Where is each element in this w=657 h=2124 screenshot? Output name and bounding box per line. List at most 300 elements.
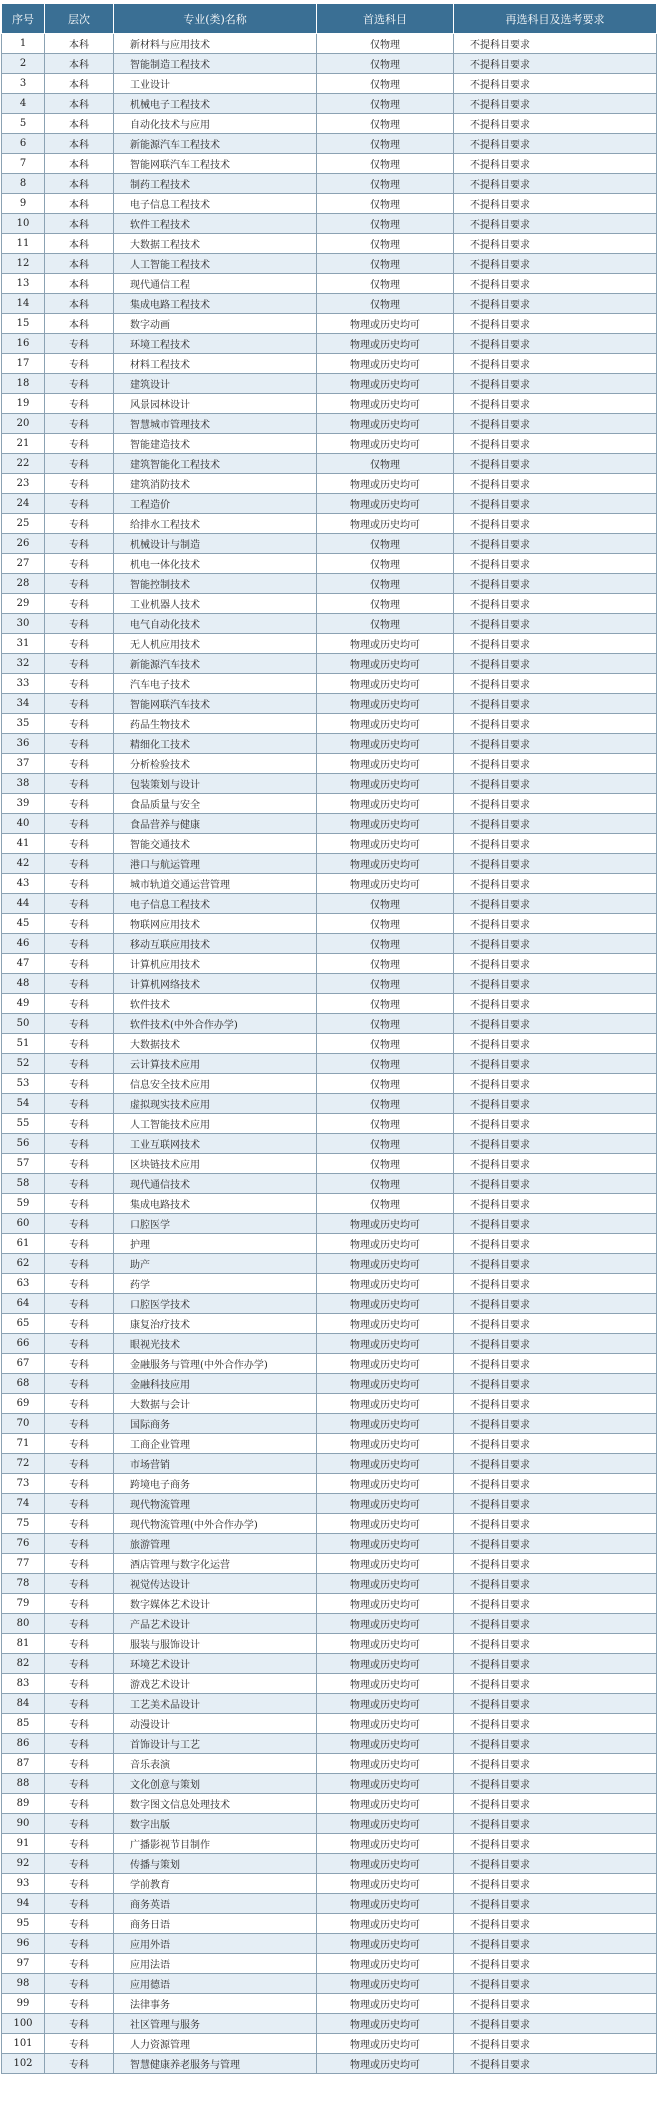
row-index: 3 (2, 74, 45, 94)
row-level: 专科 (45, 494, 114, 514)
row-level: 本科 (45, 74, 114, 94)
row-first-subject: 物理或历史均可 (317, 1434, 454, 1454)
row-level: 专科 (45, 514, 114, 534)
row-index: 81 (2, 1634, 45, 1654)
row-major-name: 工业互联网技术 (114, 1134, 317, 1154)
row-index: 72 (2, 1454, 45, 1474)
row-level: 专科 (45, 354, 114, 374)
row-level: 专科 (45, 1134, 114, 1154)
row-reselect-requirement: 不提科目要求 (454, 854, 657, 874)
row-first-subject: 物理或历史均可 (317, 1874, 454, 1894)
table-row (2, 1994, 657, 2014)
row-first-subject: 仅物理 (317, 1094, 454, 1114)
row-level: 本科 (45, 134, 114, 154)
row-index: 66 (2, 1334, 45, 1354)
row-index: 57 (2, 1154, 45, 1174)
row-reselect-requirement: 不提科目要求 (454, 514, 657, 534)
row-reselect-requirement: 不提科目要求 (454, 634, 657, 654)
row-level: 专科 (45, 1374, 114, 1394)
row-index: 31 (2, 634, 45, 654)
row-reselect-requirement: 不提科目要求 (454, 1954, 657, 1974)
table-row (2, 1914, 657, 1934)
row-index: 62 (2, 1254, 45, 1274)
row-level: 专科 (45, 1894, 114, 1914)
row-major-name: 现代通信技术 (114, 1174, 317, 1194)
row-index: 71 (2, 1434, 45, 1454)
row-level: 专科 (45, 1094, 114, 1114)
row-index: 85 (2, 1714, 45, 1734)
table-row (2, 474, 657, 494)
row-index: 50 (2, 1014, 45, 1034)
row-first-subject: 物理或历史均可 (317, 474, 454, 494)
table-row (2, 354, 657, 374)
table-row (2, 1694, 657, 1714)
row-major-name: 人力资源管理 (114, 2034, 317, 2054)
row-index: 54 (2, 1094, 45, 1114)
row-first-subject: 仅物理 (317, 54, 454, 74)
table-row (2, 1094, 657, 1114)
row-reselect-requirement: 不提科目要求 (454, 894, 657, 914)
row-reselect-requirement: 不提科目要求 (454, 494, 657, 514)
row-first-subject: 物理或历史均可 (317, 794, 454, 814)
row-major-name: 新材料与应用技术 (114, 34, 317, 54)
row-first-subject: 仅物理 (317, 1114, 454, 1134)
row-first-subject: 物理或历史均可 (317, 1534, 454, 1554)
row-index: 10 (2, 214, 45, 234)
row-level: 专科 (45, 1814, 114, 1834)
row-major-name: 制药工程技术 (114, 174, 317, 194)
row-first-subject: 仅物理 (317, 1194, 454, 1214)
row-index: 74 (2, 1494, 45, 1514)
row-level: 专科 (45, 1774, 114, 1794)
row-index: 20 (2, 414, 45, 434)
row-index: 7 (2, 154, 45, 174)
table-row (2, 594, 657, 614)
row-major-name: 计算机应用技术 (114, 954, 317, 974)
row-first-subject: 仅物理 (317, 954, 454, 974)
row-first-subject: 物理或历史均可 (317, 874, 454, 894)
table-row (2, 1454, 657, 1474)
row-major-name: 人工智能工程技术 (114, 254, 317, 274)
row-reselect-requirement: 不提科目要求 (454, 1534, 657, 1554)
row-level: 专科 (45, 1614, 114, 1634)
row-index: 35 (2, 714, 45, 734)
row-major-name: 眼视光技术 (114, 1334, 317, 1354)
row-major-name: 智能网联汽车技术 (114, 694, 317, 714)
row-first-subject: 物理或历史均可 (317, 1474, 454, 1494)
row-major-name: 应用法语 (114, 1954, 317, 1974)
row-level: 本科 (45, 274, 114, 294)
row-major-name: 食品质量与安全 (114, 794, 317, 814)
table-row (2, 334, 657, 354)
table-row (2, 414, 657, 434)
row-reselect-requirement: 不提科目要求 (454, 954, 657, 974)
row-first-subject: 物理或历史均可 (317, 1274, 454, 1294)
row-reselect-requirement: 不提科目要求 (454, 114, 657, 134)
row-reselect-requirement: 不提科目要求 (454, 654, 657, 674)
row-first-subject: 物理或历史均可 (317, 314, 454, 334)
row-major-name: 游戏艺术设计 (114, 1674, 317, 1694)
row-first-subject: 物理或历史均可 (317, 834, 454, 854)
row-level: 专科 (45, 1334, 114, 1354)
table-row (2, 1954, 657, 1974)
row-first-subject: 物理或历史均可 (317, 1314, 454, 1334)
row-major-name: 软件技术(中外合作办学) (114, 1014, 317, 1034)
row-reselect-requirement: 不提科目要求 (454, 74, 657, 94)
table-row (2, 1774, 657, 1794)
header-first-subject: 首选科目 (317, 4, 454, 34)
row-index: 36 (2, 734, 45, 754)
row-major-name: 口腔医学 (114, 1214, 317, 1234)
row-index: 28 (2, 574, 45, 594)
row-reselect-requirement: 不提科目要求 (454, 534, 657, 554)
row-first-subject: 仅物理 (317, 534, 454, 554)
row-first-subject: 仅物理 (317, 214, 454, 234)
row-first-subject: 仅物理 (317, 34, 454, 54)
row-reselect-requirement: 不提科目要求 (454, 1554, 657, 1574)
row-reselect-requirement: 不提科目要求 (454, 714, 657, 734)
row-first-subject: 仅物理 (317, 994, 454, 1014)
row-level: 专科 (45, 374, 114, 394)
row-index: 75 (2, 1514, 45, 1534)
row-major-name: 首饰设计与工艺 (114, 1734, 317, 1754)
row-reselect-requirement: 不提科目要求 (454, 1394, 657, 1414)
row-index: 90 (2, 1814, 45, 1834)
row-first-subject: 物理或历史均可 (317, 494, 454, 514)
table-row (2, 374, 657, 394)
row-major-name: 建筑消防技术 (114, 474, 317, 494)
table-row (2, 1754, 657, 1774)
row-level: 专科 (45, 1274, 114, 1294)
table-row (2, 1854, 657, 1874)
row-major-name: 大数据与会计 (114, 1394, 317, 1414)
row-first-subject: 物理或历史均可 (317, 1834, 454, 1854)
row-first-subject: 仅物理 (317, 114, 454, 134)
row-first-subject: 物理或历史均可 (317, 734, 454, 754)
row-reselect-requirement: 不提科目要求 (454, 154, 657, 174)
row-reselect-requirement: 不提科目要求 (454, 1934, 657, 1954)
row-reselect-requirement: 不提科目要求 (454, 1014, 657, 1034)
row-reselect-requirement: 不提科目要求 (454, 2054, 657, 2074)
table-row (2, 2014, 657, 2034)
row-major-name: 康复治疗技术 (114, 1314, 317, 1334)
row-index: 83 (2, 1674, 45, 1694)
table-row (2, 1054, 657, 1074)
row-first-subject: 物理或历史均可 (317, 1674, 454, 1694)
row-first-subject: 仅物理 (317, 454, 454, 474)
table-row (2, 614, 657, 634)
table-row (2, 794, 657, 814)
row-index: 82 (2, 1654, 45, 1674)
table-row (2, 434, 657, 454)
row-level: 专科 (45, 1954, 114, 1974)
row-level: 专科 (45, 1834, 114, 1854)
row-level: 本科 (45, 234, 114, 254)
row-level: 本科 (45, 114, 114, 134)
row-major-name: 包装策划与设计 (114, 774, 317, 794)
row-first-subject: 物理或历史均可 (317, 1954, 454, 1974)
row-index: 16 (2, 334, 45, 354)
header-index: 序号 (2, 4, 45, 34)
row-major-name: 移动互联应用技术 (114, 934, 317, 954)
table-row (2, 134, 657, 154)
row-first-subject: 物理或历史均可 (317, 1414, 454, 1434)
row-index: 88 (2, 1774, 45, 1794)
row-major-name: 跨境电子商务 (114, 1474, 317, 1494)
row-level: 专科 (45, 1514, 114, 1534)
row-reselect-requirement: 不提科目要求 (454, 734, 657, 754)
row-major-name: 计算机网络技术 (114, 974, 317, 994)
table-row (2, 1934, 657, 1954)
row-reselect-requirement: 不提科目要求 (454, 594, 657, 614)
row-major-name: 数字媒体艺术设计 (114, 1594, 317, 1614)
row-reselect-requirement: 不提科目要求 (454, 1514, 657, 1534)
row-index: 69 (2, 1394, 45, 1414)
row-major-name: 市场营销 (114, 1454, 317, 1474)
row-index: 73 (2, 1474, 45, 1494)
table-row (2, 394, 657, 414)
row-major-name: 药学 (114, 1274, 317, 1294)
row-reselect-requirement: 不提科目要求 (454, 834, 657, 854)
row-index: 21 (2, 434, 45, 454)
row-major-name: 数字动画 (114, 314, 317, 334)
row-reselect-requirement: 不提科目要求 (454, 1874, 657, 1894)
row-major-name: 风景园林设计 (114, 394, 317, 414)
row-major-name: 服装与服饰设计 (114, 1634, 317, 1654)
row-major-name: 城市轨道交通运营管理 (114, 874, 317, 894)
row-major-name: 食品营养与健康 (114, 814, 317, 834)
table-row (2, 1394, 657, 1414)
row-first-subject: 仅物理 (317, 554, 454, 574)
table-row (2, 1354, 657, 1374)
row-level: 专科 (45, 1114, 114, 1134)
row-major-name: 无人机应用技术 (114, 634, 317, 654)
row-first-subject: 物理或历史均可 (317, 1934, 454, 1954)
row-reselect-requirement: 不提科目要求 (454, 1434, 657, 1454)
table-row (2, 694, 657, 714)
row-first-subject: 物理或历史均可 (317, 854, 454, 874)
row-major-name: 自动化技术与应用 (114, 114, 317, 134)
row-index: 48 (2, 974, 45, 994)
row-reselect-requirement: 不提科目要求 (454, 94, 657, 114)
row-reselect-requirement: 不提科目要求 (454, 1634, 657, 1654)
majors-table (1, 3, 657, 2074)
row-first-subject: 仅物理 (317, 974, 454, 994)
row-level: 本科 (45, 314, 114, 334)
row-reselect-requirement: 不提科目要求 (454, 1154, 657, 1174)
row-reselect-requirement: 不提科目要求 (454, 314, 657, 334)
row-reselect-requirement: 不提科目要求 (454, 2014, 657, 2034)
row-reselect-requirement: 不提科目要求 (454, 1774, 657, 1794)
row-major-name: 动漫设计 (114, 1714, 317, 1734)
row-first-subject: 仅物理 (317, 914, 454, 934)
row-first-subject: 仅物理 (317, 1154, 454, 1174)
table-row (2, 454, 657, 474)
row-major-name: 药品生物技术 (114, 714, 317, 734)
row-first-subject: 物理或历史均可 (317, 1734, 454, 1754)
row-first-subject: 物理或历史均可 (317, 814, 454, 834)
row-index: 61 (2, 1234, 45, 1254)
row-level: 专科 (45, 914, 114, 934)
table-row (2, 974, 657, 994)
row-level: 专科 (45, 1294, 114, 1314)
row-first-subject: 物理或历史均可 (317, 1754, 454, 1774)
row-first-subject: 物理或历史均可 (317, 1714, 454, 1734)
row-first-subject: 仅物理 (317, 574, 454, 594)
row-index: 34 (2, 694, 45, 714)
table-row (2, 1274, 657, 1294)
row-major-name: 信息安全技术应用 (114, 1074, 317, 1094)
row-level: 专科 (45, 1414, 114, 1434)
table-row (2, 1674, 657, 1694)
row-level: 专科 (45, 1554, 114, 1574)
row-first-subject: 物理或历史均可 (317, 1634, 454, 1654)
row-reselect-requirement: 不提科目要求 (454, 434, 657, 454)
row-index: 95 (2, 1914, 45, 1934)
table-row (2, 954, 657, 974)
row-index: 2 (2, 54, 45, 74)
row-index: 23 (2, 474, 45, 494)
row-first-subject: 物理或历史均可 (317, 1594, 454, 1614)
row-index: 99 (2, 1994, 45, 2014)
row-reselect-requirement: 不提科目要求 (454, 174, 657, 194)
row-reselect-requirement: 不提科目要求 (454, 1754, 657, 1774)
row-level: 专科 (45, 1934, 114, 1954)
row-index: 13 (2, 274, 45, 294)
row-reselect-requirement: 不提科目要求 (454, 1214, 657, 1234)
table-row (2, 1574, 657, 1594)
row-reselect-requirement: 不提科目要求 (454, 134, 657, 154)
table-row (2, 754, 657, 774)
row-reselect-requirement: 不提科目要求 (454, 1654, 657, 1674)
row-level: 专科 (45, 1714, 114, 1734)
row-index: 78 (2, 1574, 45, 1594)
row-level: 专科 (45, 694, 114, 714)
table-row (2, 1014, 657, 1034)
table-row (2, 1294, 657, 1314)
table-row (2, 1214, 657, 1234)
row-index: 76 (2, 1534, 45, 1554)
table-row (2, 1974, 657, 1994)
row-first-subject: 仅物理 (317, 174, 454, 194)
table-row (2, 654, 657, 674)
row-level: 本科 (45, 54, 114, 74)
row-major-name: 机电一体化技术 (114, 554, 317, 574)
row-index: 1 (2, 34, 45, 54)
row-reselect-requirement: 不提科目要求 (454, 474, 657, 494)
row-first-subject: 物理或历史均可 (317, 654, 454, 674)
row-reselect-requirement: 不提科目要求 (454, 254, 657, 274)
row-index: 59 (2, 1194, 45, 1214)
row-major-name: 集成电路工程技术 (114, 294, 317, 314)
row-index: 40 (2, 814, 45, 834)
row-first-subject: 仅物理 (317, 1074, 454, 1094)
row-reselect-requirement: 不提科目要求 (454, 1074, 657, 1094)
row-level: 专科 (45, 1174, 114, 1194)
row-major-name: 工艺美术品设计 (114, 1694, 317, 1714)
row-reselect-requirement: 不提科目要求 (454, 1034, 657, 1054)
row-reselect-requirement: 不提科目要求 (454, 1174, 657, 1194)
row-major-name: 产品艺术设计 (114, 1614, 317, 1634)
row-first-subject: 物理或历史均可 (317, 1694, 454, 1714)
row-level: 专科 (45, 1674, 114, 1694)
row-level: 本科 (45, 94, 114, 114)
row-first-subject: 仅物理 (317, 274, 454, 294)
table-row (2, 54, 657, 74)
row-first-subject: 物理或历史均可 (317, 774, 454, 794)
row-level: 专科 (45, 894, 114, 914)
table-row (2, 854, 657, 874)
row-level: 专科 (45, 954, 114, 974)
row-index: 51 (2, 1034, 45, 1054)
table-row (2, 1634, 657, 1654)
row-major-name: 分析检验技术 (114, 754, 317, 774)
row-first-subject: 仅物理 (317, 594, 454, 614)
row-major-name: 法律事务 (114, 1994, 317, 2014)
row-reselect-requirement: 不提科目要求 (454, 454, 657, 474)
table-row (2, 1534, 657, 1554)
row-first-subject: 仅物理 (317, 294, 454, 314)
row-reselect-requirement: 不提科目要求 (454, 2034, 657, 2054)
row-reselect-requirement: 不提科目要求 (454, 874, 657, 894)
row-major-name: 智慧城市管理技术 (114, 414, 317, 434)
row-index: 58 (2, 1174, 45, 1194)
table-row (2, 1794, 657, 1814)
row-first-subject: 物理或历史均可 (317, 1654, 454, 1674)
row-major-name: 商务日语 (114, 1914, 317, 1934)
row-first-subject: 物理或历史均可 (317, 1554, 454, 1574)
row-level: 专科 (45, 474, 114, 494)
row-major-name: 数字图文信息处理技术 (114, 1794, 317, 1814)
row-first-subject: 仅物理 (317, 134, 454, 154)
row-major-name: 工业机器人技术 (114, 594, 317, 614)
row-index: 65 (2, 1314, 45, 1334)
row-first-subject: 物理或历史均可 (317, 2014, 454, 2034)
row-major-name: 现代物流管理 (114, 1494, 317, 1514)
row-level: 专科 (45, 854, 114, 874)
row-level: 专科 (45, 1254, 114, 1274)
row-first-subject: 仅物理 (317, 894, 454, 914)
table-header-row (2, 4, 657, 34)
row-major-name: 视觉传达设计 (114, 1574, 317, 1594)
row-index: 14 (2, 294, 45, 314)
table-row (2, 2034, 657, 2054)
row-first-subject: 物理或历史均可 (317, 1514, 454, 1534)
row-major-name: 汽车电子技术 (114, 674, 317, 694)
row-first-subject: 物理或历史均可 (317, 2034, 454, 2054)
row-index: 56 (2, 1134, 45, 1154)
table-row (2, 1254, 657, 1274)
row-index: 22 (2, 454, 45, 474)
row-major-name: 智能制造工程技术 (114, 54, 317, 74)
row-first-subject: 物理或历史均可 (317, 1394, 454, 1414)
row-first-subject: 物理或历史均可 (317, 1334, 454, 1354)
row-level: 专科 (45, 1394, 114, 1414)
row-first-subject: 物理或历史均可 (317, 334, 454, 354)
row-level: 专科 (45, 574, 114, 594)
row-reselect-requirement: 不提科目要求 (454, 554, 657, 574)
row-first-subject: 仅物理 (317, 194, 454, 214)
row-major-name: 文化创意与策划 (114, 1774, 317, 1794)
row-index: 46 (2, 934, 45, 954)
table-body (2, 34, 657, 2074)
row-reselect-requirement: 不提科目要求 (454, 1974, 657, 1994)
row-index: 64 (2, 1294, 45, 1314)
row-index: 39 (2, 794, 45, 814)
row-reselect-requirement: 不提科目要求 (454, 54, 657, 74)
table-row (2, 1114, 657, 1134)
row-index: 19 (2, 394, 45, 414)
